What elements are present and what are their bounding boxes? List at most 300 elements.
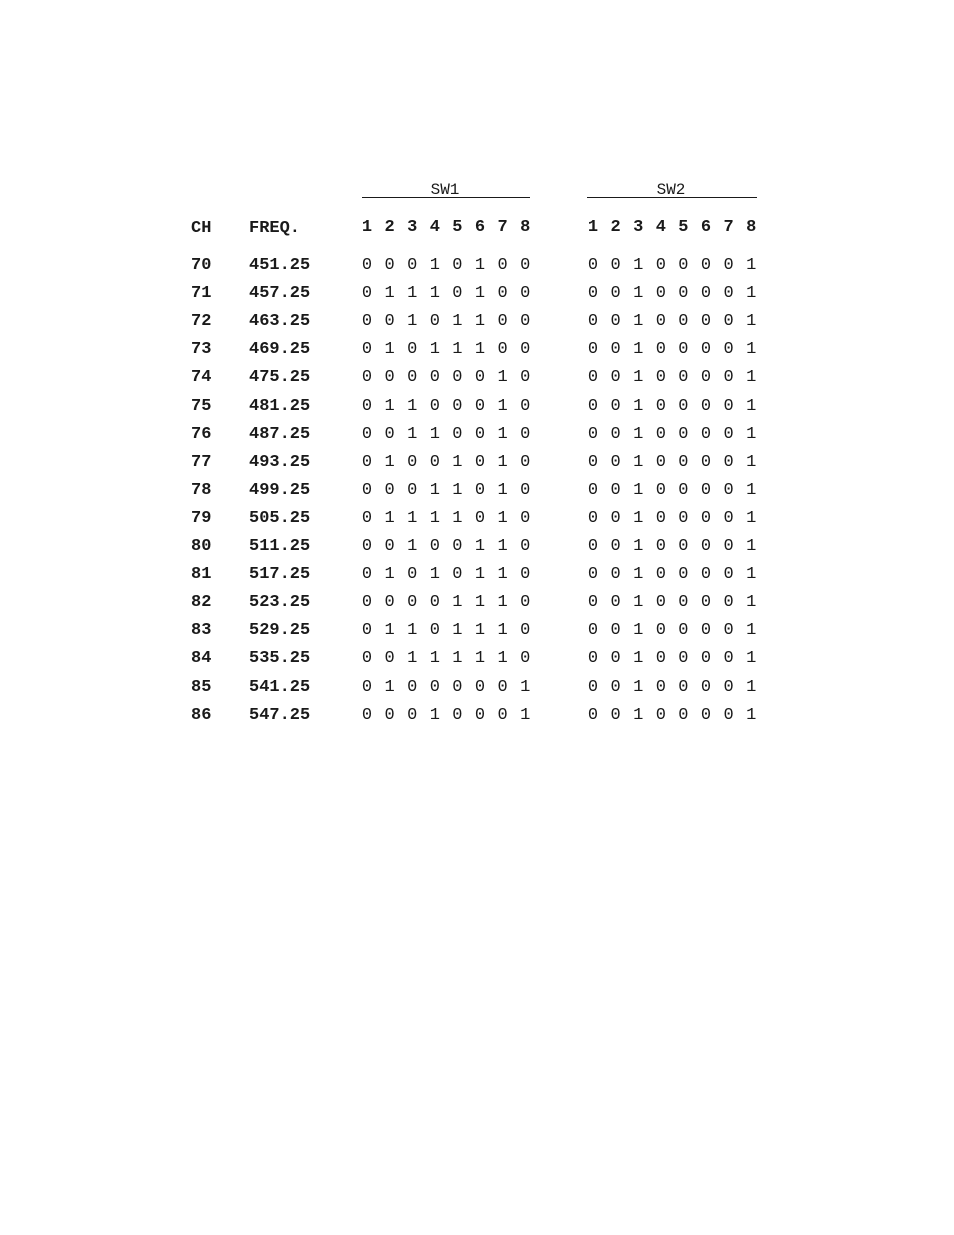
sw1-bit-cell: 1 xyxy=(497,368,508,388)
sw2-bit-cell: 0 xyxy=(700,424,712,444)
sw2-bit-cell: 1 xyxy=(746,480,757,500)
sw1-position-header: 4 xyxy=(429,218,440,237)
sw2-bit-cell: 1 xyxy=(746,565,757,585)
sw2-bit-cell: 0 xyxy=(678,396,689,416)
sw2-bit-cell: 1 xyxy=(633,621,644,641)
sw1-bit-cell: 1 xyxy=(384,677,395,697)
sw2-bit-cell: 0 xyxy=(700,312,712,332)
sw2-bit-cell: 0 xyxy=(587,452,599,472)
sw2-bit-cell: 0 xyxy=(700,621,712,641)
sw2-bit-cell: 0 xyxy=(655,705,666,725)
sw2-bit-cell: 0 xyxy=(655,537,666,556)
sw1-bit-cell: 0 xyxy=(361,677,373,697)
sw1-bit-cell: 0 xyxy=(520,508,531,528)
sw1-bit-cell: 0 xyxy=(384,256,395,275)
sw2-bit-cell: 0 xyxy=(610,677,621,697)
sw2-bit-cell: 0 xyxy=(610,452,621,472)
sw1-bit-cell: 0 xyxy=(361,396,373,416)
sw2-bit-cell: 0 xyxy=(700,396,712,416)
sw2-bit-cell: 0 xyxy=(700,649,712,669)
sw1-bit-cell: 0 xyxy=(407,593,418,613)
sw1-bit-cell: 0 xyxy=(361,256,373,275)
sw1-bit-cell: 1 xyxy=(474,284,486,304)
sw2-bit-cell: 0 xyxy=(655,677,666,697)
sw1-bit-cell: 0 xyxy=(520,621,531,641)
sw2-bit-cell: 1 xyxy=(633,508,644,528)
sw2-bit-cell: 0 xyxy=(655,396,666,416)
sw2-bit-cell: 0 xyxy=(700,340,712,360)
sw1-bit-cell: 1 xyxy=(384,396,395,416)
sw2-bit-cell: 1 xyxy=(746,284,757,304)
sw2-bit-cell: 1 xyxy=(746,537,757,556)
sw1-position-header: 6 xyxy=(474,218,486,237)
sw1-bit-cell: 0 xyxy=(429,677,440,697)
sw1-bit-cell: 1 xyxy=(520,705,531,725)
sw2-bit-cell: 0 xyxy=(610,396,621,416)
sw2-bit-cell: 1 xyxy=(633,537,644,556)
sw1-bit-cell: 0 xyxy=(520,565,531,585)
sw2-bit-cell: 1 xyxy=(633,565,644,585)
channel-cell: 75 xyxy=(191,396,212,416)
sw1-bit-cell: 1 xyxy=(452,649,463,669)
sw2-bit-cell: 0 xyxy=(610,284,621,304)
sw1-bit-cell: 0 xyxy=(429,593,440,613)
sw1-bit-cell: 1 xyxy=(452,593,463,613)
sw2-bit-cell: 0 xyxy=(655,649,666,669)
sw1-bit-cell: 0 xyxy=(407,565,418,585)
sw1-bit-cell: 0 xyxy=(361,537,373,556)
frequency-cell: 463.25 xyxy=(249,312,311,332)
sw1-bit-cell: 1 xyxy=(474,340,486,360)
sw1-bit-cell: 1 xyxy=(384,284,395,304)
sw2-bit-cell: 1 xyxy=(746,593,757,613)
sw2-bit-cell: 0 xyxy=(655,368,666,388)
sw1-bit-cell: 0 xyxy=(361,508,373,528)
sw2-bit-cell: 1 xyxy=(746,621,757,641)
sw1-position-header: 2 xyxy=(384,218,395,237)
sw1-bit-cell: 0 xyxy=(452,424,463,444)
sw1-bit-cell: 1 xyxy=(407,621,418,641)
sw1-bit-cell: 1 xyxy=(474,312,486,332)
freq-column-header: FREQ. xyxy=(249,219,301,238)
sw2-bit-cell: 0 xyxy=(610,649,621,669)
sw2-bit-cell: 0 xyxy=(587,480,599,500)
sw2-bit-cell: 0 xyxy=(610,480,621,500)
sw2-bit-cell: 1 xyxy=(746,649,757,669)
channel-cell: 85 xyxy=(191,677,212,697)
frequency-cell: 541.25 xyxy=(249,677,311,697)
sw1-bit-cell: 1 xyxy=(429,424,440,444)
sw1-bit-cell: 0 xyxy=(474,480,486,500)
sw2-position-header: 5 xyxy=(678,218,689,237)
sw2-bit-cell: 0 xyxy=(700,480,712,500)
sw1-bit-cell: 1 xyxy=(407,508,418,528)
sw1-bit-cell: 0 xyxy=(429,368,440,388)
sw2-bit-cell: 0 xyxy=(610,312,621,332)
sw2-bit-cell: 0 xyxy=(610,256,621,275)
sw1-bit-cell: 0 xyxy=(497,284,508,304)
sw2-bit-cell: 1 xyxy=(746,424,757,444)
frequency-cell: 469.25 xyxy=(249,340,311,360)
sw1-bit-cell: 0 xyxy=(474,452,486,472)
sw2-bit-cell: 0 xyxy=(655,621,666,641)
sw2-bit-cell: 1 xyxy=(746,705,757,725)
sw2-bit-cell: 0 xyxy=(610,508,621,528)
sw1-bit-cell: 1 xyxy=(474,621,486,641)
sw1-bit-cell: 1 xyxy=(474,565,486,585)
sw2-bit-cell: 0 xyxy=(655,340,666,360)
sw1-bit-cell: 0 xyxy=(361,312,373,332)
sw1-bit-cell: 1 xyxy=(474,537,486,556)
sw1-bit-cell: 0 xyxy=(474,424,486,444)
sw1-bit-cell: 0 xyxy=(384,537,395,556)
sw1-bit-cell: 0 xyxy=(452,677,463,697)
sw1-bit-cell: 1 xyxy=(452,340,463,360)
sw1-position-header: 1 xyxy=(361,218,373,237)
channel-cell: 81 xyxy=(191,565,212,585)
sw2-bit-cell: 0 xyxy=(587,424,599,444)
sw2-group-header: SW2 xyxy=(656,181,686,199)
channel-cell: 71 xyxy=(191,284,212,304)
sw1-bit-cell: 0 xyxy=(520,649,531,669)
sw1-bit-cell: 1 xyxy=(384,452,395,472)
sw2-bit-cell: 1 xyxy=(633,396,644,416)
sw2-bit-cell: 1 xyxy=(633,677,644,697)
sw2-bit-cell: 0 xyxy=(678,368,689,388)
sw1-bit-cell: 1 xyxy=(407,396,418,416)
sw1-bit-cell: 1 xyxy=(429,508,440,528)
sw2-bit-cell: 0 xyxy=(723,480,734,500)
sw2-bit-cell: 0 xyxy=(723,537,734,556)
sw2-position-header: 8 xyxy=(746,218,757,237)
frequency-cell: 547.25 xyxy=(249,705,311,725)
sw1-bit-cell: 0 xyxy=(520,452,531,472)
channel-cell: 83 xyxy=(191,621,212,641)
sw2-bit-cell: 0 xyxy=(723,284,734,304)
sw1-bit-cell: 0 xyxy=(497,312,508,332)
frequency-cell: 499.25 xyxy=(249,480,311,500)
sw1-bit-cell: 0 xyxy=(520,340,531,360)
sw1-bit-cell: 1 xyxy=(497,452,508,472)
sw1-bit-cell: 1 xyxy=(384,340,395,360)
channel-cell: 79 xyxy=(191,508,212,528)
sw2-bit-cell: 0 xyxy=(700,452,712,472)
sw2-bit-cell: 0 xyxy=(655,284,666,304)
frequency-cell: 487.25 xyxy=(249,424,311,444)
sw2-bit-cell: 0 xyxy=(678,312,689,332)
channel-cell: 70 xyxy=(191,256,212,275)
sw1-bit-cell: 0 xyxy=(407,256,418,275)
sw2-bit-cell: 0 xyxy=(587,368,599,388)
sw2-bit-cell: 0 xyxy=(723,593,734,613)
sw2-bit-cell: 0 xyxy=(678,256,689,275)
sw1-bit-cell: 0 xyxy=(384,480,395,500)
sw1-bit-cell: 0 xyxy=(520,424,531,444)
sw2-bit-cell: 0 xyxy=(655,424,666,444)
sw2-bit-cell: 0 xyxy=(678,705,689,725)
sw2-bit-cell: 0 xyxy=(678,537,689,556)
sw1-bit-cell: 1 xyxy=(429,565,440,585)
sw2-bit-cell: 0 xyxy=(610,368,621,388)
sw2-bit-cell: 0 xyxy=(723,508,734,528)
sw2-bit-cell: 0 xyxy=(678,508,689,528)
sw2-position-header: 3 xyxy=(633,218,644,237)
sw2-bit-cell: 0 xyxy=(723,396,734,416)
sw2-position-header: 2 xyxy=(610,218,621,237)
frequency-cell: 517.25 xyxy=(249,565,311,585)
sw1-bit-cell: 1 xyxy=(407,284,418,304)
sw2-bit-cell: 0 xyxy=(678,340,689,360)
sw2-bit-cell: 0 xyxy=(700,593,712,613)
sw1-bit-cell: 0 xyxy=(520,593,531,613)
sw1-bit-cell: 0 xyxy=(429,312,440,332)
sw2-bit-cell: 0 xyxy=(678,593,689,613)
sw2-bit-cell: 0 xyxy=(723,368,734,388)
sw1-bit-cell: 0 xyxy=(361,284,373,304)
sw2-bit-cell: 0 xyxy=(700,677,712,697)
sw1-bit-cell: 0 xyxy=(384,424,395,444)
sw2-bit-cell: 0 xyxy=(678,424,689,444)
sw2-bit-cell: 0 xyxy=(723,677,734,697)
sw2-bit-cell: 1 xyxy=(633,256,644,275)
sw2-bit-cell: 0 xyxy=(655,312,666,332)
sw1-bit-cell: 1 xyxy=(474,649,486,669)
sw2-bit-cell: 1 xyxy=(633,312,644,332)
sw2-bit-cell: 0 xyxy=(678,284,689,304)
frequency-cell: 457.25 xyxy=(249,284,311,304)
sw1-bit-cell: 0 xyxy=(361,593,373,613)
sw2-bit-cell: 0 xyxy=(678,480,689,500)
channel-cell: 86 xyxy=(191,705,212,725)
frequency-cell: 475.25 xyxy=(249,368,311,388)
sw2-bit-cell: 1 xyxy=(633,705,644,725)
sw2-bit-cell: 1 xyxy=(633,593,644,613)
channel-cell: 80 xyxy=(191,537,212,556)
sw2-bit-cell: 0 xyxy=(587,396,599,416)
sw1-bit-cell: 0 xyxy=(452,537,463,556)
sw2-bit-cell: 0 xyxy=(610,705,621,725)
sw2-bit-cell: 0 xyxy=(700,565,712,585)
sw2-bit-cell: 1 xyxy=(633,424,644,444)
sw1-bit-cell: 0 xyxy=(361,621,373,641)
sw1-bit-cell: 0 xyxy=(497,705,508,725)
sw1-bit-cell: 0 xyxy=(520,537,531,556)
sw2-bit-cell: 0 xyxy=(723,312,734,332)
sw1-bit-cell: 0 xyxy=(384,593,395,613)
sw2-bit-cell: 0 xyxy=(587,340,599,360)
sw2-bit-cell: 0 xyxy=(700,284,712,304)
sw2-bit-cell: 0 xyxy=(587,312,599,332)
sw1-bit-cell: 0 xyxy=(474,508,486,528)
sw1-bit-cell: 1 xyxy=(474,593,486,613)
sw1-bit-cell: 0 xyxy=(520,480,531,500)
sw1-bit-cell: 0 xyxy=(429,537,440,556)
sw1-bit-cell: 1 xyxy=(497,593,508,613)
sw1-bit-cell: 1 xyxy=(407,537,418,556)
sw2-bit-cell: 1 xyxy=(633,452,644,472)
channel-cell: 74 xyxy=(191,368,212,388)
sw1-bit-cell: 1 xyxy=(429,705,440,725)
sw1-bit-cell: 0 xyxy=(474,705,486,725)
sw1-position-header: 3 xyxy=(407,218,418,237)
channel-cell: 78 xyxy=(191,480,212,500)
sw2-bit-cell: 0 xyxy=(610,565,621,585)
sw1-bit-cell: 0 xyxy=(429,621,440,641)
sw1-bit-cell: 1 xyxy=(407,312,418,332)
sw2-bit-cell: 0 xyxy=(587,284,599,304)
sw2-bit-cell: 0 xyxy=(587,677,599,697)
sw2-bit-cell: 0 xyxy=(655,593,666,613)
sw2-bit-cell: 1 xyxy=(746,396,757,416)
sw1-bit-cell: 1 xyxy=(497,480,508,500)
sw2-bit-cell: 1 xyxy=(633,340,644,360)
sw1-bit-cell: 1 xyxy=(497,508,508,528)
sw1-group-header: SW1 xyxy=(430,181,460,199)
sw1-bit-cell: 1 xyxy=(429,649,440,669)
sw1-bit-cell: 1 xyxy=(384,621,395,641)
sw1-bit-cell: 1 xyxy=(497,565,508,585)
sw1-bit-cell: 1 xyxy=(384,565,395,585)
sw2-bit-cell: 0 xyxy=(587,705,599,725)
sw2-bit-cell: 0 xyxy=(587,593,599,613)
sw1-bit-cell: 0 xyxy=(520,312,531,332)
sw2-position-header: 1 xyxy=(587,218,599,237)
sw2-bit-cell: 0 xyxy=(678,649,689,669)
sw1-bit-cell: 0 xyxy=(474,677,486,697)
sw2-bit-cell: 0 xyxy=(610,340,621,360)
sw1-position-header: 5 xyxy=(452,218,463,237)
frequency-cell: 451.25 xyxy=(249,256,311,275)
sw2-bit-cell: 1 xyxy=(633,649,644,669)
sw2-bit-cell: 0 xyxy=(700,508,712,528)
sw1-bit-cell: 1 xyxy=(497,424,508,444)
sw1-bit-cell: 1 xyxy=(429,256,440,275)
sw2-bit-cell: 0 xyxy=(587,256,599,275)
sw1-bit-cell: 1 xyxy=(497,649,508,669)
sw2-bit-cell: 0 xyxy=(587,537,599,556)
sw2-bit-cell: 1 xyxy=(633,480,644,500)
sw2-bit-cell: 0 xyxy=(655,256,666,275)
sw1-bit-cell: 0 xyxy=(407,677,418,697)
sw1-bit-cell: 0 xyxy=(407,368,418,388)
sw1-bit-cell: 0 xyxy=(361,705,373,725)
sw1-bit-cell: 0 xyxy=(474,396,486,416)
sw1-bit-cell: 0 xyxy=(384,705,395,725)
sw2-bit-cell: 1 xyxy=(746,312,757,332)
sw1-bit-cell: 0 xyxy=(361,340,373,360)
channel-cell: 76 xyxy=(191,424,212,444)
sw1-bit-cell: 1 xyxy=(452,621,463,641)
sw2-bit-cell: 0 xyxy=(610,424,621,444)
sw2-bit-cell: 0 xyxy=(678,621,689,641)
sw2-position-header: 7 xyxy=(723,218,734,237)
sw1-bit-cell: 1 xyxy=(384,508,395,528)
sw2-bit-cell: 0 xyxy=(678,565,689,585)
sw1-bit-cell: 1 xyxy=(452,480,463,500)
sw1-bit-cell: 1 xyxy=(407,649,418,669)
sw2-bit-cell: 0 xyxy=(700,537,712,556)
sw2-bit-cell: 0 xyxy=(678,677,689,697)
sw1-bit-cell: 1 xyxy=(497,537,508,556)
sw1-bit-cell: 0 xyxy=(361,565,373,585)
sw1-bit-cell: 1 xyxy=(429,480,440,500)
sw2-bit-cell: 1 xyxy=(746,340,757,360)
sw2-bit-cell: 0 xyxy=(587,649,599,669)
sw2-bit-cell: 0 xyxy=(700,256,712,275)
sw1-bit-cell: 0 xyxy=(520,256,531,275)
channel-cell: 72 xyxy=(191,312,212,332)
sw1-bit-cell: 0 xyxy=(520,284,531,304)
sw2-bit-cell: 1 xyxy=(746,508,757,528)
sw2-bit-cell: 0 xyxy=(610,593,621,613)
sw2-bit-cell: 0 xyxy=(610,621,621,641)
sw1-bit-cell: 1 xyxy=(452,312,463,332)
sw2-bit-cell: 0 xyxy=(678,452,689,472)
sw1-bit-cell: 0 xyxy=(407,452,418,472)
sw2-position-header: 4 xyxy=(655,218,666,237)
sw1-bit-cell: 0 xyxy=(497,340,508,360)
sw1-bit-cell: 0 xyxy=(361,452,373,472)
sw2-bit-cell: 0 xyxy=(655,565,666,585)
sw1-bit-cell: 0 xyxy=(407,705,418,725)
sw2-bit-cell: 0 xyxy=(723,621,734,641)
sw1-bit-cell: 0 xyxy=(497,677,508,697)
sw1-bit-cell: 0 xyxy=(474,368,486,388)
frequency-cell: 511.25 xyxy=(249,537,311,556)
sw1-bit-cell: 1 xyxy=(497,621,508,641)
sw1-bit-cell: 0 xyxy=(384,312,395,332)
sw1-bit-cell: 0 xyxy=(497,256,508,275)
sw1-bit-cell: 1 xyxy=(429,340,440,360)
sw2-bit-cell: 0 xyxy=(723,452,734,472)
sw1-bit-cell: 0 xyxy=(429,396,440,416)
sw1-position-header: 8 xyxy=(520,218,531,237)
sw2-bit-cell: 1 xyxy=(746,452,757,472)
sw1-bit-cell: 0 xyxy=(361,480,373,500)
sw2-bit-cell: 0 xyxy=(700,705,712,725)
sw1-bit-cell: 1 xyxy=(452,452,463,472)
ch-column-header: CH xyxy=(191,219,212,238)
sw2-bit-cell: 0 xyxy=(723,649,734,669)
sw1-bit-cell: 0 xyxy=(452,284,463,304)
sw2-bit-cell: 0 xyxy=(723,424,734,444)
sw1-bit-cell: 1 xyxy=(474,256,486,275)
sw2-bit-cell: 1 xyxy=(633,284,644,304)
frequency-cell: 481.25 xyxy=(249,396,311,416)
channel-cell: 84 xyxy=(191,649,212,669)
sw1-position-header: 7 xyxy=(497,218,508,237)
channel-cell: 77 xyxy=(191,452,212,472)
sw1-bit-cell: 0 xyxy=(452,396,463,416)
sw1-bit-cell: 0 xyxy=(452,256,463,275)
sw1-bit-cell: 0 xyxy=(384,368,395,388)
sw1-bit-cell: 1 xyxy=(429,284,440,304)
sw1-bit-cell: 0 xyxy=(452,705,463,725)
sw2-bit-cell: 1 xyxy=(746,256,757,275)
sw1-bit-cell: 1 xyxy=(497,396,508,416)
sw2-bit-cell: 0 xyxy=(723,565,734,585)
sw2-bit-cell: 0 xyxy=(655,452,666,472)
sw2-bit-cell: 0 xyxy=(723,340,734,360)
sw2-bit-cell: 0 xyxy=(700,368,712,388)
sw2-bit-cell: 1 xyxy=(633,368,644,388)
sw2-position-header: 6 xyxy=(700,218,712,237)
sw2-bit-cell: 1 xyxy=(746,677,757,697)
sw2-bit-cell: 0 xyxy=(655,508,666,528)
frequency-cell: 505.25 xyxy=(249,508,311,528)
frequency-cell: 493.25 xyxy=(249,452,311,472)
sw2-bit-cell: 0 xyxy=(587,508,599,528)
